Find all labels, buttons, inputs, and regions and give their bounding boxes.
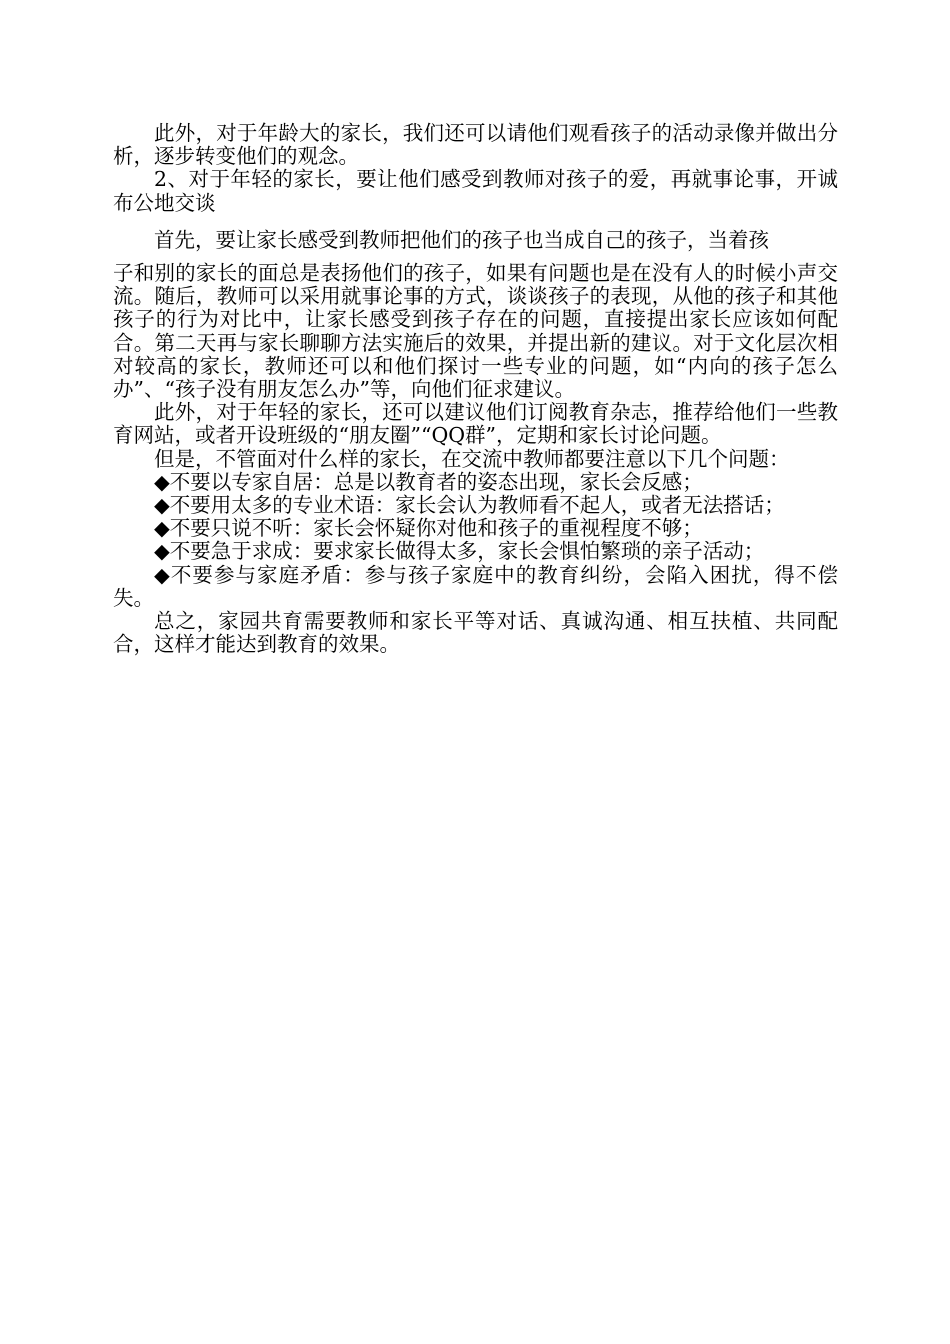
diamond-bullet-icon: ◆ <box>154 562 171 587</box>
bullet-item <box>113 517 838 540</box>
bullet-text: 不要急于求成：要求家长做得太多，家长会惧怕繁琐的亲子活动； <box>169 539 765 564</box>
bullet-item <box>113 564 838 610</box>
paragraph-first-step-continued: 子和别的家长的面总是表扬他们的孩子，如果有问题也是在没有人的时候小声交流。随后，教师可以采用就事论事的方式，谈谈孩子的表现，从他的孩子和其他孩子的行为对比中，让家长感受到孩子存在的问题，直接提出家长应该如何配合。第二天再与家长聊聊方法实施后的效果，并提出新的建议。对于文化层次相对较高的家长，教师还可以和他们探讨一些专业的问题，如“内向的孩子怎么办”、“孩子没有朋友怎么办”等，向他们征求建议。 <box>113 261 838 402</box>
bullet-text: 不要以专家自居：总是以教育者的姿态出现，家长会反感； <box>169 469 703 494</box>
paragraph-elderly-parents: 此外，对于年龄大的家长，我们还可以请他们观看孩子的活动录像并做出分析，逐步转变他们的观念。 <box>113 121 838 169</box>
document-page <box>113 122 838 656</box>
diamond-bullet-icon: ◆ <box>154 469 170 494</box>
paragraph-attention-intro: 但是，不管面对什么样的家长，在交流中教师都要注意以下几个问题： <box>154 446 790 471</box>
paragraph-first-step-line1: 首先，要让家长感受到教师把他们的孩子也当成自己的孩子，当着孩 <box>154 227 769 252</box>
bullet-item <box>113 471 838 494</box>
paragraph-conclusion: 总之，家园共育需要教师和家长平等对话、真诚沟通、相互扶植、共同配合，这样才能达到教育的效果。 <box>113 609 838 657</box>
section-heading-young-parents: 2、对于年轻的家长，要让他们感受到教师对孩子的爱，再就事论事，开诚布公地交谈 <box>113 167 838 215</box>
diamond-bullet-icon: ◆ <box>154 493 170 518</box>
paragraph-young-parents-suggestions: 此外，对于年轻的家长，还可以建议他们订阅教育杂志，推荐给他们一些教育网站，或者开设班级的“朋友圈”“QQ群”，定期和家长讨论问题。 <box>113 400 838 448</box>
bullet-item <box>113 494 838 517</box>
bullet-text: 不要参与家庭矛盾：参与孩子家庭中的教育纠纷，会陷入困扰，得不偿失。 <box>113 562 839 610</box>
diamond-bullet-icon: ◆ <box>154 539 170 564</box>
bullet-text: 不要用太多的专业术语：家长会认为教师看不起人，或者无法搭话； <box>169 493 785 518</box>
bullet-text: 不要只说不听：家长会怀疑你对他和孩子的重视程度不够； <box>169 516 703 541</box>
paragraph-first-step <box>113 229 838 252</box>
diamond-bullet-icon: ◆ <box>154 516 170 541</box>
bullet-item <box>113 540 838 563</box>
